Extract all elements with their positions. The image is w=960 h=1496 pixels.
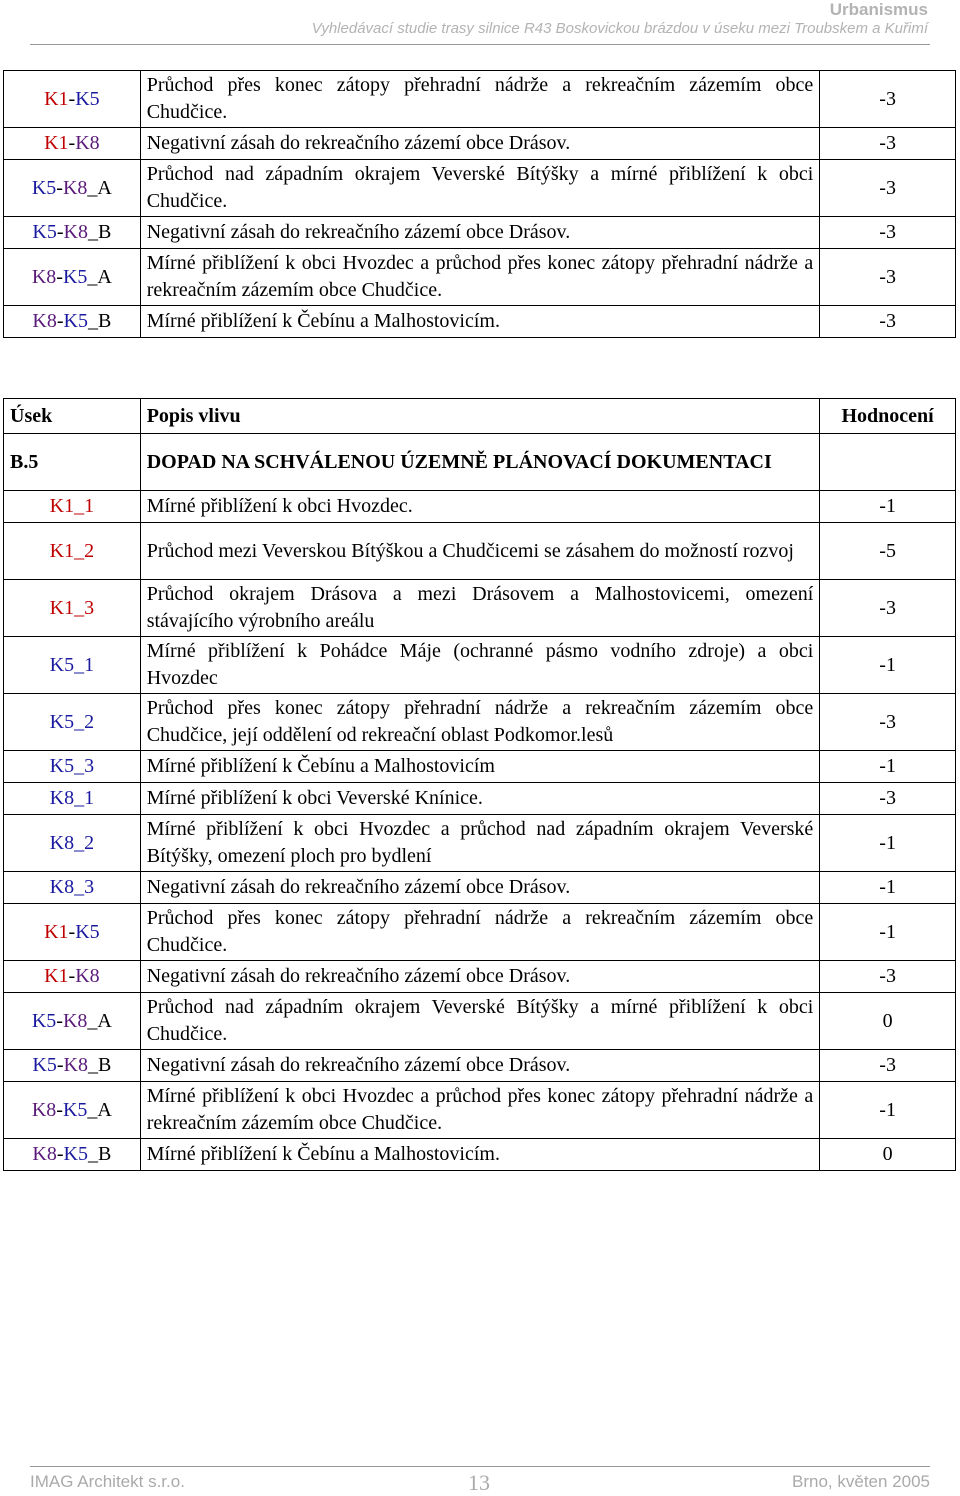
- usek-code: K5-K8_A: [4, 160, 141, 217]
- table-row: [4, 71, 956, 128]
- table-row: [4, 637, 956, 694]
- popis-vlivu: Mírné přiblížení k obci Hvozdec a průchod nad západním okrajem Veverské Bítýšky, omezení ploch pro bydlení: [140, 815, 820, 872]
- hodnoceni: 0: [820, 1139, 956, 1171]
- usek-code: K8-K5_A: [4, 1082, 141, 1139]
- hodnoceni: -3: [820, 580, 956, 637]
- hodnoceni: -1: [820, 637, 956, 694]
- usek-code: K8-K5_A: [4, 249, 141, 306]
- usek-code: K5_1: [4, 637, 141, 694]
- hodnoceni: -3: [820, 217, 956, 249]
- hodnoceni: -3: [820, 961, 956, 993]
- hodnoceni: -1: [820, 815, 956, 872]
- table-row: [4, 217, 956, 249]
- table-header-row: [4, 399, 956, 434]
- hodnoceni: -1: [820, 491, 956, 523]
- hodnoceni: -3: [820, 1050, 956, 1082]
- usek-code: K5-K8_B: [4, 217, 141, 249]
- hodnoceni: -1: [820, 751, 956, 783]
- popis-vlivu: Mírné přiblížení k Čebínu a Malhostovicím: [140, 751, 820, 783]
- usek-code: K5_3: [4, 751, 141, 783]
- table-row: [4, 751, 956, 783]
- impact-table-continued: [3, 70, 956, 338]
- hodnoceni: -3: [820, 128, 956, 160]
- hodnoceni: -3: [820, 694, 956, 751]
- usek-code: K1_2: [4, 523, 141, 580]
- popis-vlivu: Průchod mezi Veverskou Bítýškou a Chudčicemi se zásahem do možností rozvoj: [140, 523, 820, 580]
- usek-code: K8_3: [4, 872, 141, 904]
- hodnoceni: 0: [820, 993, 956, 1050]
- col-popis: Popis vlivu: [140, 399, 820, 434]
- hodnoceni: -3: [820, 783, 956, 815]
- usek-code: K1-K5: [4, 71, 141, 128]
- table-row: [4, 694, 956, 751]
- footer-divider: [30, 1466, 930, 1467]
- popis-vlivu: Průchod nad západním okrajem Veverské Bítýšky a mírné přiblížení k obci Chudčice.: [140, 993, 820, 1050]
- popis-vlivu: Mírné přiblížení k Čebínu a Malhostovicím.: [140, 306, 820, 338]
- popis-vlivu: Průchod přes konec zátopy přehradní nádrže a rekreačním zázemím obce Chudčice.: [140, 904, 820, 961]
- popis-vlivu: Mírné přiblížení k Pohádce Máje (ochranné pásmo vodního zdroje) a obci Hvozdec: [140, 637, 820, 694]
- header-subtitle: Vyhledávací studie trasy silnice R43 Boskovickou brázdou v úseku mezi Troubskem a Kuřimí: [311, 20, 928, 37]
- popis-vlivu: Průchod přes konec zátopy přehradní nádrže a rekreačním zázemím obce Chudčice.: [140, 71, 820, 128]
- popis-vlivu: Negativní zásah do rekreačního zázemí obce Drásov.: [140, 217, 820, 249]
- table-row: [4, 128, 956, 160]
- popis-vlivu: Průchod přes konec zátopy přehradní nádrže a rekreačním zázemím obce Chudčice, její oddělení od rekreační oblast Podkomor.lesů: [140, 694, 820, 751]
- popis-vlivu: Mírné přiblížení k Čebínu a Malhostovicím.: [140, 1139, 820, 1171]
- usek-code: K1_3: [4, 580, 141, 637]
- popis-vlivu: Negativní zásah do rekreačního zázemí obce Drásov.: [140, 1050, 820, 1082]
- table-row: [4, 491, 956, 523]
- hodnoceni: -3: [820, 71, 956, 128]
- table-row: [4, 1050, 956, 1082]
- table-row: [4, 249, 956, 306]
- usek-code: K8-K5_B: [4, 1139, 141, 1171]
- table-row: [4, 815, 956, 872]
- col-usek: Úsek: [4, 399, 141, 434]
- usek-code: K1-K8: [4, 128, 141, 160]
- section-empty: [820, 434, 956, 491]
- table-row: [4, 1082, 956, 1139]
- popis-vlivu: Průchod okrajem Drásova a mezi Drásovem a Malhostovicemi, omezení stávajícího výrobního areálu: [140, 580, 820, 637]
- usek-code: K1_1: [4, 491, 141, 523]
- usek-code: K5-K8_B: [4, 1050, 141, 1082]
- header-divider: [30, 44, 930, 45]
- table-row: [4, 160, 956, 217]
- table-row: [4, 1139, 956, 1171]
- usek-code: K8_1: [4, 783, 141, 815]
- table-row: [4, 783, 956, 815]
- table-row: [4, 904, 956, 961]
- popis-vlivu: Mírné přiblížení k obci Hvozdec.: [140, 491, 820, 523]
- table-row: [4, 872, 956, 904]
- col-hodnoceni: Hodnocení: [820, 399, 956, 434]
- popis-vlivu: Mírné přiblížení k obci Hvozdec a průchod přes konec zátopy přehradní nádrže a rekreačním zázemím obce Chudčice.: [140, 249, 820, 306]
- table-row: [4, 993, 956, 1050]
- hodnoceni: -3: [820, 249, 956, 306]
- popis-vlivu: Negativní zásah do rekreačního zázemí obce Drásov.: [140, 872, 820, 904]
- hodnoceni: -3: [820, 306, 956, 338]
- table-row: [4, 580, 956, 637]
- hodnoceni: -1: [820, 904, 956, 961]
- popis-vlivu: Mírné přiblížení k obci Veverské Knínice.: [140, 783, 820, 815]
- table-row: [4, 306, 956, 338]
- header-brand: Urbanismus: [829, 0, 928, 19]
- usek-code: K1-K8: [4, 961, 141, 993]
- popis-vlivu: Mírné přiblížení k obci Hvozdec a průchod přes konec zátopy přehradní nádrže a rekreačním zázemím obce Chudčice.: [140, 1082, 820, 1139]
- popis-vlivu: Negativní zásah do rekreačního zázemí obce Drásov.: [140, 961, 820, 993]
- footer-company: IMAG Architekt s.r.o.: [30, 1472, 185, 1491]
- usek-code: K5_2: [4, 694, 141, 751]
- hodnoceni: -1: [820, 872, 956, 904]
- hodnoceni: -1: [820, 1082, 956, 1139]
- usek-code: K1-K5: [4, 904, 141, 961]
- usek-code: K8-K5_B: [4, 306, 141, 338]
- hodnoceni: -3: [820, 160, 956, 217]
- impact-table-b5: [3, 398, 956, 1171]
- popis-vlivu: Průchod nad západním okrajem Veverské Bítýšky a mírné přiblížení k obci Chudčice.: [140, 160, 820, 217]
- footer-date: Brno, květen 2005: [792, 1472, 930, 1491]
- page-number: 13: [468, 1470, 490, 1495]
- popis-vlivu: Negativní zásah do rekreačního zázemí obce Drásov.: [140, 128, 820, 160]
- section-row: [4, 434, 956, 491]
- usek-code: K5-K8_A: [4, 993, 141, 1050]
- table-row: [4, 961, 956, 993]
- usek-code: K8_2: [4, 815, 141, 872]
- hodnoceni: -5: [820, 523, 956, 580]
- table-row: [4, 523, 956, 580]
- section-code: B.5: [4, 434, 141, 491]
- section-title: DOPAD NA SCHVÁLENOU ÚZEMNĚ PLÁNOVACÍ DOKUMENTACI: [140, 434, 820, 491]
